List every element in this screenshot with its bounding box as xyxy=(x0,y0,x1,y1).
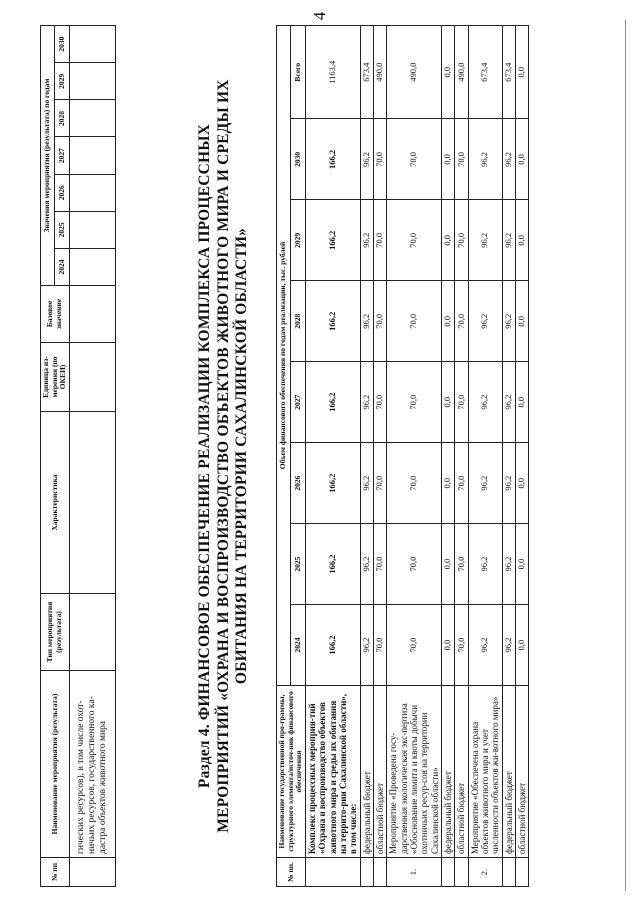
col-name-header: Наименование мероприятия (результата) xyxy=(41,671,70,858)
col-unit-header: Единица из-мерения (по ОКЕИ) xyxy=(41,343,70,412)
col-characteristic-header: Характеристика xyxy=(41,412,70,594)
value-cell: 0,0 xyxy=(442,281,455,362)
value-cell: 0,0 xyxy=(516,362,529,443)
value-cell: 70,0 xyxy=(373,119,386,200)
col-num-header: № пп xyxy=(41,858,70,887)
value-cell: 166,2 xyxy=(305,281,360,362)
col-num-header: № пп. xyxy=(277,858,306,887)
total-cell: 1163,4 xyxy=(305,26,360,119)
total-cell: 673,4 xyxy=(468,26,502,119)
table-row xyxy=(373,26,386,887)
table-cell xyxy=(69,286,115,343)
row-number xyxy=(516,858,529,887)
value-cell: 96,2 xyxy=(502,443,515,524)
heading-line: Раздел 4. ФИНАНСОВОЕ ОБЕСПЕЧЕНИЕ РЕАЛИЗАЦИИ КОМПЛЕКСА ПРОЦЕССНЫХ xyxy=(196,123,213,789)
value-cell: 70,0 xyxy=(387,362,442,443)
year-header: 2024 xyxy=(55,248,69,285)
year-header: 2027 xyxy=(55,137,69,174)
finance-table xyxy=(276,25,529,887)
row-name: областной бюджет xyxy=(516,686,529,858)
year-header: 2026 xyxy=(55,174,69,211)
value-cell: 96,2 xyxy=(468,524,502,605)
row-number: 2. xyxy=(468,858,502,887)
table-cell xyxy=(69,412,115,594)
value-cell: 70,0 xyxy=(373,524,386,605)
table-cell xyxy=(69,26,115,63)
heading-line: ОБИТАНИЯ НА ТЕРРИТОРИИ САХАЛИНСКОЙ ОБЛАСТИ» xyxy=(233,227,251,685)
value-cell: 96,2 xyxy=(360,281,373,362)
value-cell: 0,0 xyxy=(516,443,529,524)
value-cell: 70,0 xyxy=(373,362,386,443)
value-cell: 96,2 xyxy=(502,200,515,281)
value-cell: 96,2 xyxy=(360,362,373,443)
section-heading xyxy=(196,41,252,871)
year-header: 2026 xyxy=(291,443,305,524)
row-name: федеральный бюджет xyxy=(502,686,515,858)
value-cell: 166,2 xyxy=(305,443,360,524)
table-row xyxy=(442,26,455,887)
year-header: 2028 xyxy=(291,281,305,362)
table-row xyxy=(516,26,529,887)
table-row xyxy=(455,26,468,887)
table-cell xyxy=(69,63,115,100)
table-cell xyxy=(69,858,115,887)
row-name: областной бюджет xyxy=(373,686,386,858)
total-cell: 490,0 xyxy=(455,26,468,119)
bottom-rule xyxy=(625,20,626,891)
row-number xyxy=(442,858,455,887)
value-cell: 70,0 xyxy=(455,200,468,281)
value-cell: 70,0 xyxy=(373,605,386,686)
value-cell: 166,2 xyxy=(305,200,360,281)
value-cell: 70,0 xyxy=(455,443,468,524)
result-description: гических ресурсов), в том числе охот-ничьих ресурсов, государственного ка-дастра объектов животного мира xyxy=(69,671,115,858)
col-type-header: Тип мероприятия (результата) xyxy=(41,594,70,671)
table-cell xyxy=(69,343,115,412)
total-cell: 0,0 xyxy=(516,26,529,119)
table-cell xyxy=(69,100,115,137)
table-cell xyxy=(69,211,115,248)
table-row xyxy=(502,26,515,887)
results-table xyxy=(40,25,116,887)
row-number xyxy=(305,858,360,887)
row-name: Комплекс процессных мероприя-тий «Охрана и воспроизводство объектов животного мира и среды их обитания на террито-рии Сахалинской области», в том числе: xyxy=(305,686,360,858)
year-header: 2024 xyxy=(291,605,305,686)
table-cell xyxy=(69,248,115,285)
year-header: 2030 xyxy=(55,26,69,63)
table-cell xyxy=(69,137,115,174)
col-base-header: Базовое значение xyxy=(41,286,70,343)
value-cell: 96,2 xyxy=(360,524,373,605)
col-name-header: Наименование государственной про-граммы, структурного элемента/источ-ник финансового обеспечения xyxy=(277,686,306,858)
year-header: 2030 xyxy=(291,119,305,200)
row-name: федеральный бюджет xyxy=(442,686,455,858)
row-name: областной бюджет xyxy=(455,686,468,858)
value-cell: 96,2 xyxy=(468,443,502,524)
value-cell: 96,2 xyxy=(502,119,515,200)
value-cell: 70,0 xyxy=(373,200,386,281)
table-row xyxy=(305,26,360,887)
value-cell: 96,2 xyxy=(468,605,502,686)
year-header: 2027 xyxy=(291,362,305,443)
row-name: Мероприятие «Проведена госу-дарственная экологическая экс-пертиза «Обоснование лимита и квоты добычи охотничьих ресур-сов на территории Сахалинской области» xyxy=(387,686,442,858)
value-cell: 96,2 xyxy=(468,281,502,362)
year-header: 2025 xyxy=(55,211,69,248)
row-number xyxy=(455,858,468,887)
value-cell: 70,0 xyxy=(387,281,442,362)
value-cell: 70,0 xyxy=(387,605,442,686)
total-cell: 490,0 xyxy=(373,26,386,119)
value-cell: 0,0 xyxy=(442,362,455,443)
row-number xyxy=(360,858,373,887)
value-cell: 70,0 xyxy=(387,524,442,605)
value-cell: 0,0 xyxy=(516,281,529,362)
table-row xyxy=(387,26,442,887)
value-cell: 166,2 xyxy=(305,524,360,605)
row-number xyxy=(373,858,386,887)
year-header: 2028 xyxy=(55,100,69,137)
total-cell: 0,0 xyxy=(442,26,455,119)
value-cell: 0,0 xyxy=(516,200,529,281)
table-row xyxy=(468,26,502,887)
row-number: 1. xyxy=(387,858,442,887)
value-cell: 0,0 xyxy=(442,524,455,605)
value-cell: 70,0 xyxy=(455,362,468,443)
value-cell: 70,0 xyxy=(373,281,386,362)
value-cell: 0,0 xyxy=(442,119,455,200)
value-cell: 166,2 xyxy=(305,362,360,443)
value-cell: 70,0 xyxy=(373,443,386,524)
value-cell: 0,0 xyxy=(516,524,529,605)
year-header: 2025 xyxy=(291,524,305,605)
volume-group-header: Объем финансового обеспечения по годам реализации, тыс. рублей xyxy=(277,26,291,686)
row-number xyxy=(502,858,515,887)
value-cell: 0,0 xyxy=(442,605,455,686)
value-cell: 166,2 xyxy=(305,119,360,200)
year-header: 2029 xyxy=(291,200,305,281)
page-number: 4 xyxy=(310,11,329,21)
value-cell: 96,2 xyxy=(502,605,515,686)
value-cell: 96,2 xyxy=(360,119,373,200)
total-cell: 673,4 xyxy=(360,26,373,119)
value-cell: 0,0 xyxy=(516,119,529,200)
total-cell: 490,0 xyxy=(387,26,442,119)
value-cell: 96,2 xyxy=(468,119,502,200)
value-cell: 70,0 xyxy=(455,524,468,605)
value-cell: 70,0 xyxy=(387,119,442,200)
value-cell: 0,0 xyxy=(442,200,455,281)
values-group-header: Значения мероприятия (результата) по годам xyxy=(41,26,55,286)
total-header: Всего xyxy=(291,26,305,119)
value-cell: 96,2 xyxy=(468,200,502,281)
value-cell: 70,0 xyxy=(387,443,442,524)
finance-table-body xyxy=(305,26,529,887)
value-cell: 96,2 xyxy=(502,281,515,362)
table-cell xyxy=(69,594,115,671)
table-cell xyxy=(69,174,115,211)
heading-line: МЕРОПРИЯТИЙ «ОХРАНА И ВОСПРОИЗВОДСТВО ОБЪЕКТОВ ЖИВОТНОГО МИРА И СРЕДЫ ИХ xyxy=(214,79,232,833)
value-cell: 0,0 xyxy=(516,605,529,686)
row-name: Мероприятие «Обеспечена охрана объектов животного мира и учет численности объектов жи-вотного мира» xyxy=(468,686,502,858)
row-name: федеральный бюджет xyxy=(360,686,373,858)
value-cell: 166,2 xyxy=(305,605,360,686)
year-header: 2029 xyxy=(55,63,69,100)
value-cell: 96,2 xyxy=(502,524,515,605)
total-cell: 673,4 xyxy=(502,26,515,119)
value-cell: 96,2 xyxy=(502,362,515,443)
value-cell: 70,0 xyxy=(455,119,468,200)
value-cell: 70,0 xyxy=(387,200,442,281)
value-cell: 70,0 xyxy=(455,605,468,686)
value-cell: 96,2 xyxy=(468,362,502,443)
value-cell: 96,2 xyxy=(360,200,373,281)
table-row xyxy=(360,26,373,887)
value-cell: 96,2 xyxy=(360,605,373,686)
value-cell: 96,2 xyxy=(360,443,373,524)
value-cell: 0,0 xyxy=(442,443,455,524)
value-cell: 70,0 xyxy=(455,281,468,362)
